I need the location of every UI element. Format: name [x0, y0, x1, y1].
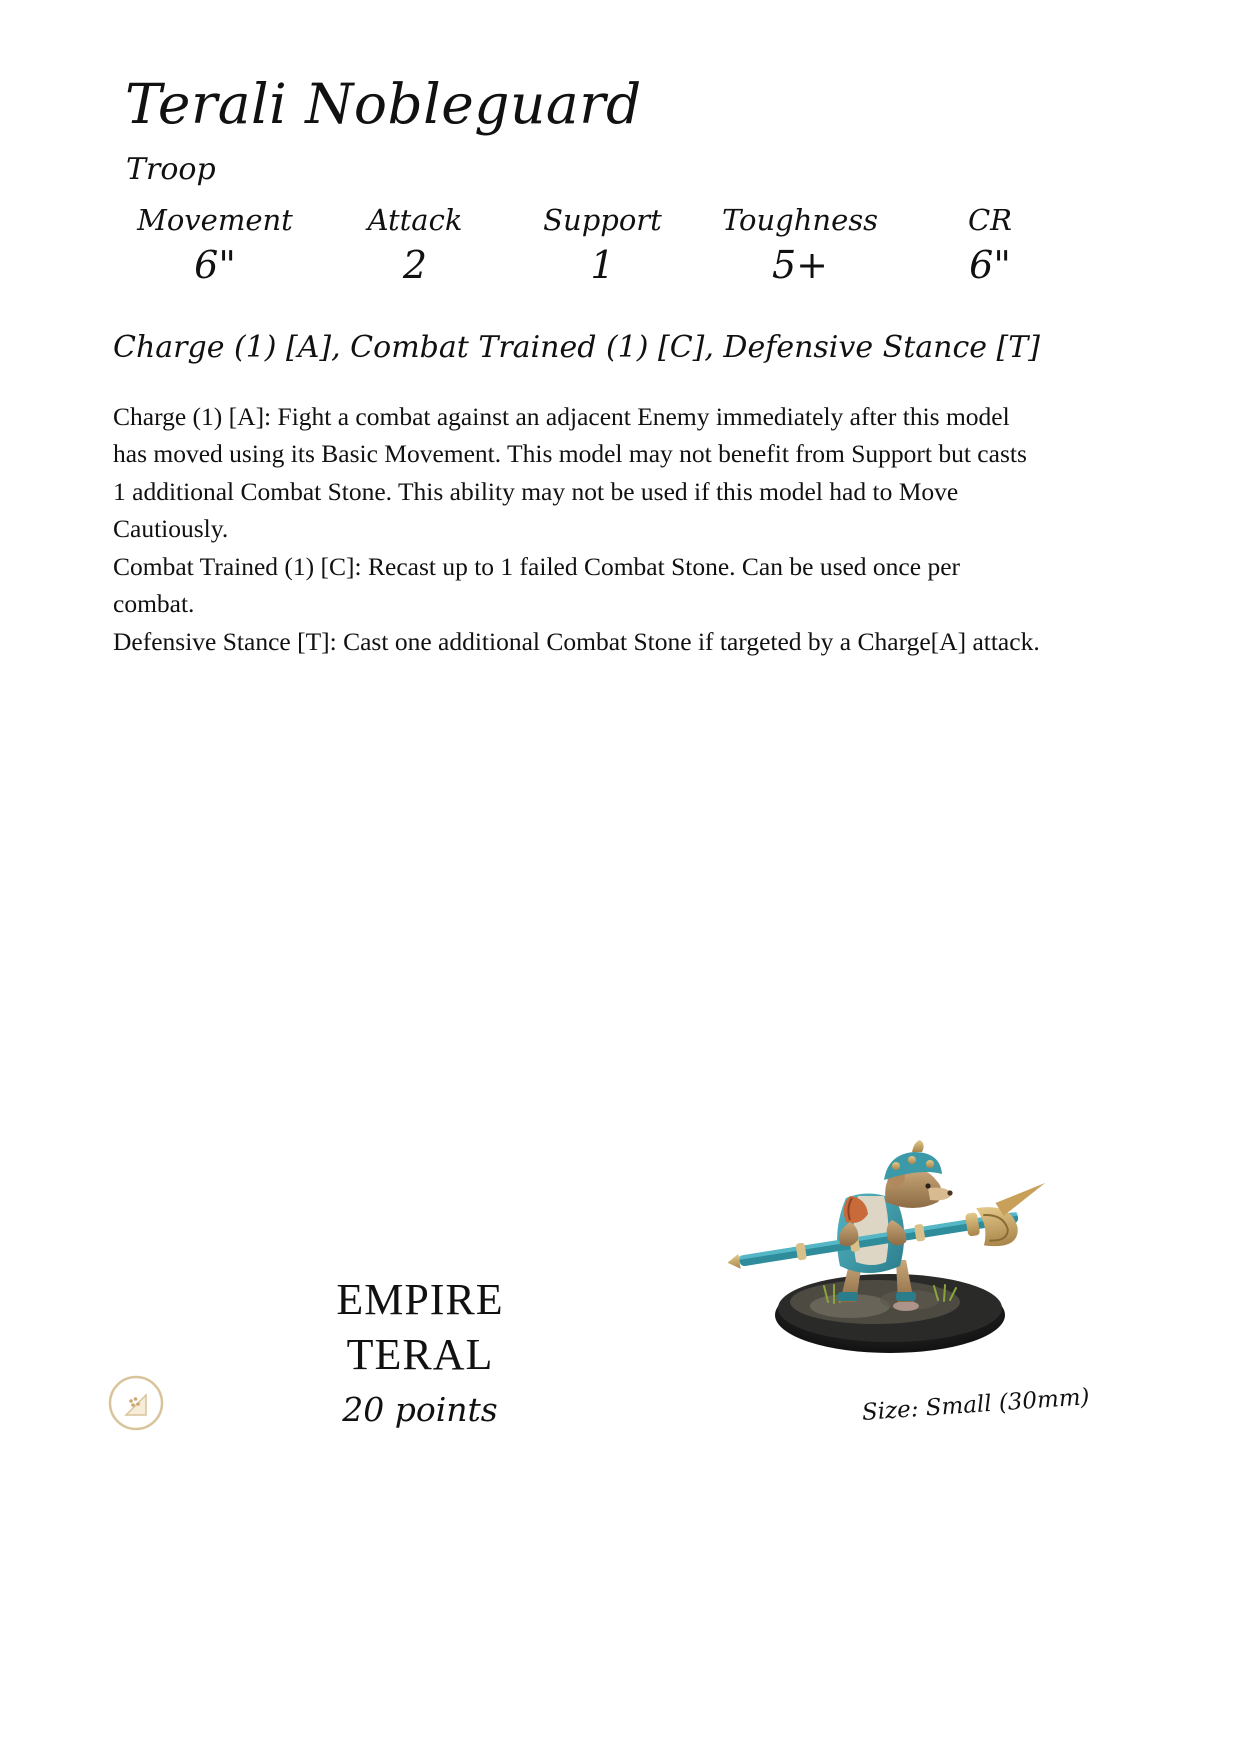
stat-label: Attack	[367, 203, 463, 237]
points-cost: 20 points	[342, 1390, 498, 1429]
faction-name	[300, 1272, 540, 1382]
publisher-logo-icon	[108, 1375, 164, 1431]
stat-toughness	[695, 205, 905, 287]
stat-cr	[905, 205, 1075, 287]
size-note: Size: Small (30mm)	[861, 1384, 1091, 1426]
rule-combat-trained: Combat Trained (1) [C]: Recast up to 1 failed Combat Stone. Can be used once per combat.	[113, 551, 961, 619]
stat-block	[110, 205, 1110, 287]
stat-value: 1	[590, 242, 615, 287]
faction-line-1: EMPIRE	[336, 1275, 504, 1324]
ability-summary: Charge (1) [A], Combat Trained (1) [C], Defensive Stance [T]	[113, 330, 1040, 365]
stat-value: 5+	[771, 242, 829, 287]
page-title: Terali Nobleguard	[125, 72, 642, 136]
miniature-photo	[700, 1110, 1080, 1370]
unit-type: Troop	[126, 152, 216, 187]
stat-value: 6"	[969, 242, 1011, 287]
rule-charge: Charge (1) [A]: Fight a combat against an adjacent Enemy immediately after this model has moved using its Basic Movement. This model may not benefit from Support but casts 1 additional Combat Stone. This ability may not be used if this model had to Move Cautiously.	[113, 402, 1027, 544]
stat-label: Toughness	[721, 203, 879, 237]
stat-value: 6"	[194, 242, 236, 287]
faction-line-2: TERAL	[346, 1330, 494, 1379]
stat-value: 2	[402, 242, 428, 287]
stat-label: Support	[543, 203, 662, 237]
stat-movement	[110, 205, 320, 287]
stat-support	[510, 205, 695, 287]
rule-defensive-stance: Defensive Stance [T]: Cast one additional Combat Stone if targeted by a Charge[A] attack.	[113, 626, 1040, 656]
stat-attack	[320, 205, 510, 287]
stat-label: CR	[967, 203, 1013, 237]
rules-text	[113, 398, 1043, 660]
stat-label: Movement	[137, 203, 293, 237]
